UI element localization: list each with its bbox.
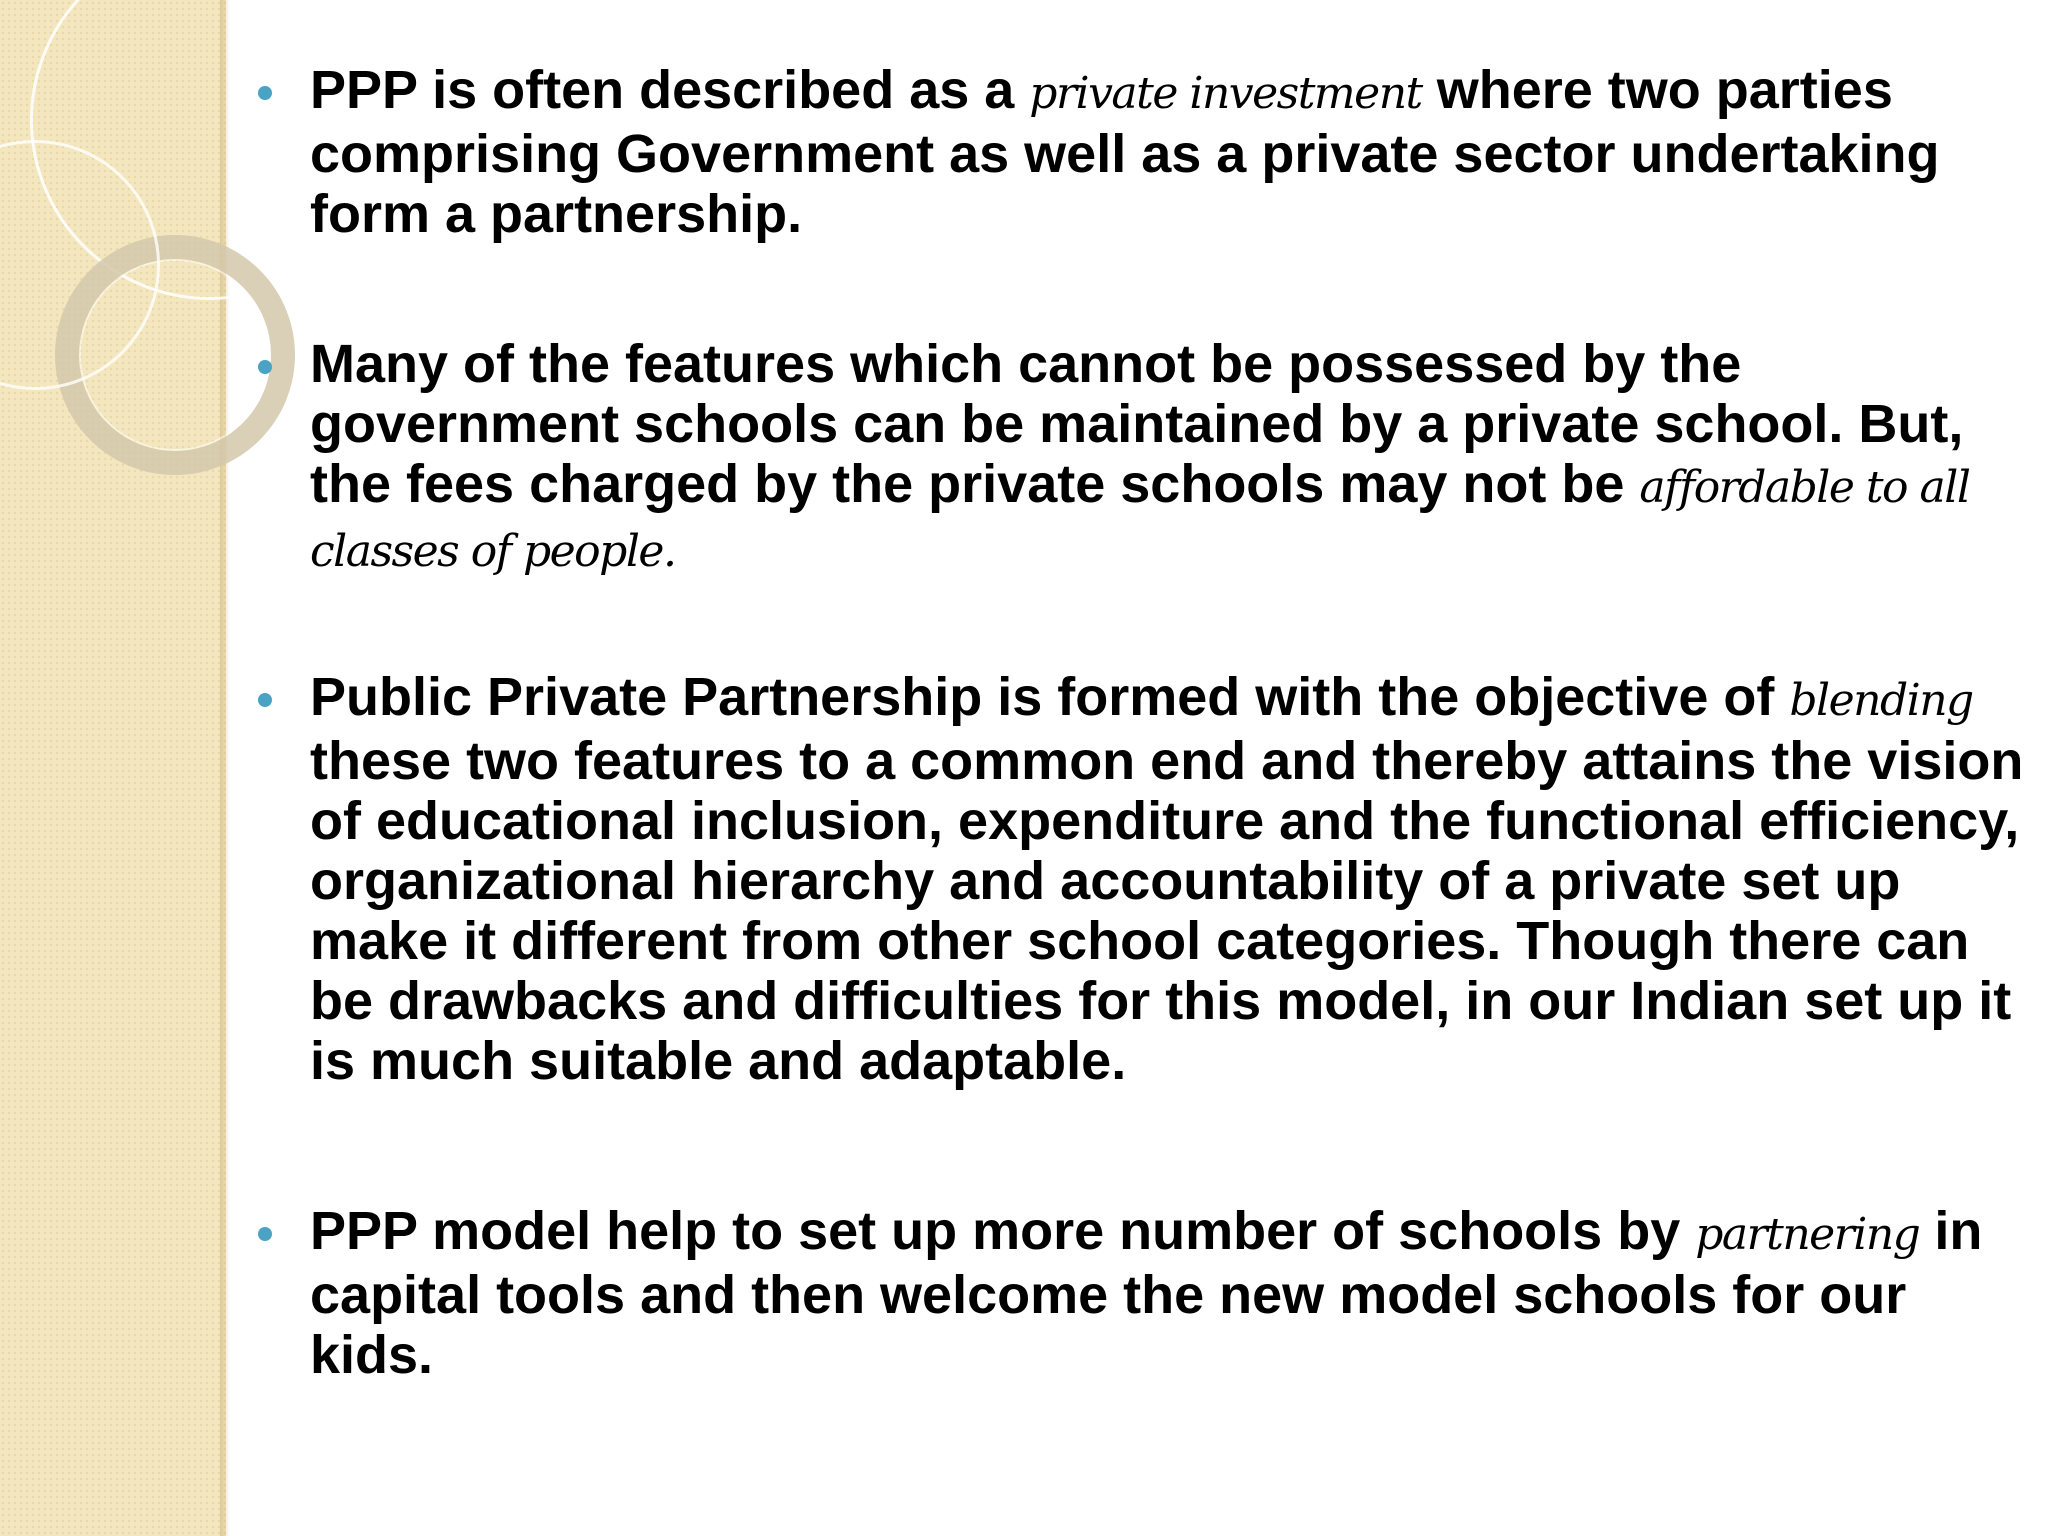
bullet-dot-icon [258,360,272,374]
bullet-item-private-school-features [240,334,2030,582]
bullet-dot-icon [258,86,272,100]
bullet-text: where two parties comprising Government as well as a private sector undertaking form a partnership. [310,60,1940,244]
bullet-emphasis: private investment [1029,68,1422,119]
bullet-text: these two features to a common end and thereby attains the vision of educational inclusion, expenditure and the functional efficiency, organizational hierarchy and accountability of a private set up make it different from other school categories. Though there can be drawbacks and difficulties for this model, in our Indian set up it is much suitable and adaptable. [310,731,2024,1091]
bullet-text: Public Private Partnership is formed with the objective of [310,667,1790,727]
bullet-dot-icon [258,693,272,707]
bullet-list [240,60,2030,1475]
bullet-item-ppp-definition [240,60,2030,244]
bullet-emphasis: affordable to all classes of people. [310,462,1970,577]
bullet-emphasis: blending [1789,675,1973,726]
bullet-text: PPP model help to set up more number of schools by [310,1201,1696,1261]
bullet-text: in capital tools and then welcome the new model schools for our kids. [310,1201,1983,1385]
bullet-dot-icon [258,1227,272,1241]
bullet-text: PPP is often described as a [310,60,1030,120]
bullet-item-ppp-objective [240,667,2030,1091]
bullet-emphasis: partnering [1695,1209,1920,1260]
bullet-text: Many of the features which cannot be possessed by the government schools can be maintained by a private school. But, the fees charged by the private schools may not be [310,334,1964,514]
bullet-item-ppp-model-schools [240,1201,2030,1385]
